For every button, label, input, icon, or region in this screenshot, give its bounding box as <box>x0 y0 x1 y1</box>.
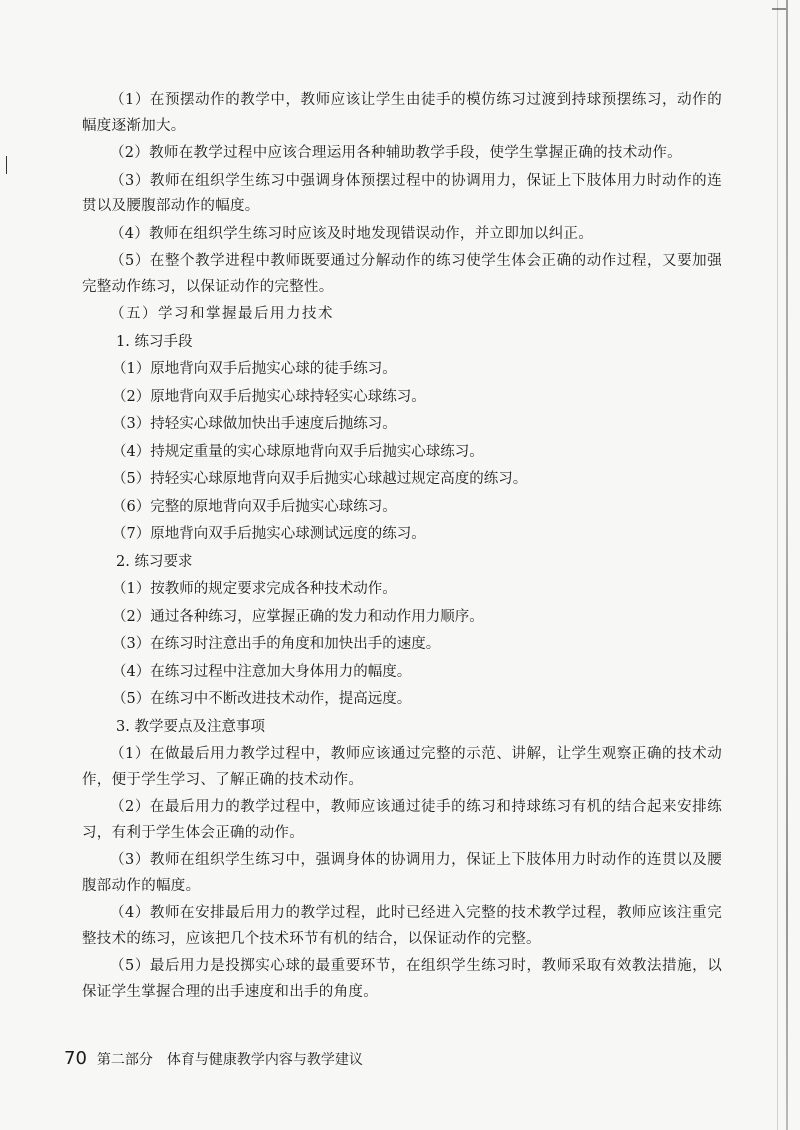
list-item: （2）原地背向双手后抛实心球持轻实心球练习。 <box>112 388 426 405</box>
page-edge-inner <box>777 0 778 1130</box>
list-item: （4）在练习过程中注意加大身体用力的幅度。 <box>112 663 412 680</box>
paragraph: （3）教师在组织学生练习中强调身体预摆过程中的协调用力，保证上下肢体用力时动作的连贯以及腰腹部动作的幅度。 <box>82 172 722 214</box>
scan-mark <box>6 156 7 174</box>
corner-mark <box>772 8 786 10</box>
paragraph: （2）在最后用力的教学过程中，教师应该通过徒手的练习和持球练习有机的结合起来安排练习，有利于学生体会正确的动作。 <box>82 799 722 841</box>
page-number: 70 <box>64 1048 87 1069</box>
list-item: （4）持规定重量的实心球原地背向双手后抛实心球练习。 <box>112 443 484 460</box>
paragraph: （4）教师在组织学生练习时应该及时地发现错误动作，并立即加以纠正。 <box>110 225 594 242</box>
running-footer: 第二部分 体育与健康教学内容与教学建议 <box>96 1052 363 1068</box>
list-item: （6）完整的原地背向双手后抛实心球练习。 <box>112 498 397 515</box>
list-item: （5）在练习中不断改进技术动作，提高远度。 <box>112 691 412 707</box>
paragraph: （5）最后用力是投掷实心球的最重要环节，在组织学生练习时，教师采取有效教法措施，以保证学生掌握合理的出手速度和出手的角度。 <box>82 958 722 1000</box>
paragraph: （5）在整个教学进程中教师既要通过分解动作的练习使学生体会正确的动作过程，又要加强完整动作练习，以保证动作的完整性。 <box>82 253 722 295</box>
subsection-title: 1. 练习手段 <box>116 333 193 350</box>
page-content <box>82 88 722 1007</box>
paragraph: （1）在做最后用力教学过程中，教师应该通过完整的示范、讲解，让学生观察正确的技术动作，便于学生学习、了解正确的技术动作。 <box>82 746 722 788</box>
list-item: （7）原地背向双手后抛实心球测试远度的练习。 <box>112 526 426 542</box>
list-item: （1）原地背向双手后抛实心球的徒手练习。 <box>112 361 397 377</box>
list-item: （3）在练习时注意出手的角度和加快出手的速度。 <box>112 636 441 652</box>
list-item: （5）持轻实心球原地背向双手后抛实心球越过规定高度的练习。 <box>112 471 528 487</box>
paragraph: （4）教师在安排最后用力的教学过程，此时已经进入完整的技术教学过程，教师应该注重完整技术的练习，应该把几个技术环节有机的结合，以保证动作的完整。 <box>82 905 722 947</box>
paragraph: （3）教师在组织学生练习中，强调身体的协调用力，保证上下肢体用力时动作的连贯以及腰腹部动作的幅度。 <box>82 852 722 894</box>
list-item: （2）通过各种练习，应掌握正确的发力和动作用力顺序。 <box>112 608 484 625</box>
page-footer <box>64 1048 363 1069</box>
subsection-title: 3. 教学要点及注意事项 <box>116 718 265 735</box>
section-heading: （五）学习和掌握最后用力技术 <box>110 306 334 322</box>
subsection-title: 2. 练习要求 <box>116 553 193 570</box>
list-item: （1）按教师的规定要求完成各种技术动作。 <box>112 581 397 597</box>
paragraph: （1）在预摆动作的教学中，教师应该让学生由徒手的模仿练习过渡到持球预摆练习，动作的幅度逐渐加大。 <box>82 92 722 134</box>
list-item: （3）持轻实心球做加快出手速度后抛练习。 <box>112 416 397 432</box>
page-edge <box>786 0 788 1130</box>
paragraph: （2）教师在教学过程中应该合理运用各种辅助教学手段，使学生掌握正确的技术动作。 <box>110 145 682 161</box>
